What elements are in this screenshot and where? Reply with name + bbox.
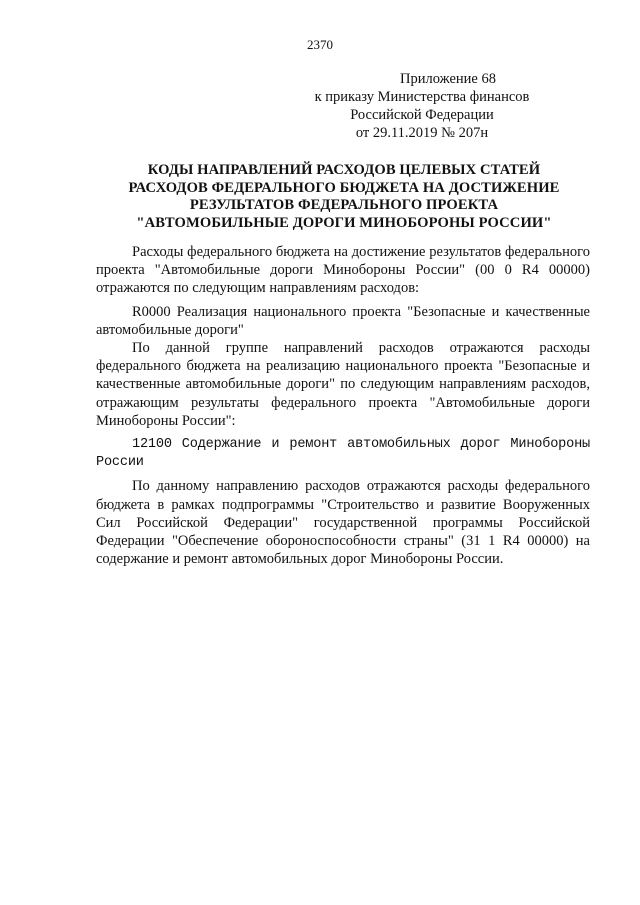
title-line-3: РЕЗУЛЬТАТОВ ФЕДЕРАЛЬНОГО ПРОЕКТА [189,197,499,213]
paragraph-code-r0000: R0000 Реализация национального проекта "Безопасные и качественные автомобильные дороги" [96,303,590,338]
document-title [96,162,592,232]
title-line-2: РАСХОДОВ ФЕДЕРАЛЬНОГО БЮДЖЕТА НА ДОСТИЖЕНИЕ [128,179,560,196]
page-number: 2370 [307,37,333,52]
title-line-1: КОДЫ НАПРАВЛЕНИЙ РАСХОДОВ ЦЕЛЕВЫХ СТАТЕЙ [147,162,541,178]
paragraph-group-description: По данной группе направлений расходов отражаются расходы федерального бюджета на реализацию национального проекта "Безопасные и качественные автомобильные дороги" по следующим направлениям расходов, отражающим результаты федерального проекта "Автомобильные дороги Минобороны России": [96,340,590,429]
document-body [96,243,590,568]
appendix-number: Приложение 68 [400,71,496,87]
paragraph-code-12100: 12100 Содержание и ремонт автомобильных дорог Минобороны России [96,437,590,471]
appendix-date: от 29.11.2019 № 207н [355,125,489,141]
paragraph-intro: Расходы федерального бюджета на достижение результатов федерального проекта "Автомобильные дороги Минобороны России" (00 0 R4 00000) отражаются по следующим направлениям расходов: [96,244,590,297]
paragraph-direction-description: По данному направлению расходов отражаются расходы федерального бюджета в рамках подпрограммы "Строительство и развитие Вооруженных Сил Российской Федерации" государственной программы Российской Федерации "Обеспечение обороноспособности страны" (31 1 R4 00000) на содержание и ремонт автомобильных дорог Минобороны России. [96,478,590,568]
title-line-4: "АВТОМОБИЛЬНЫЕ ДОРОГИ МИНОБОРОНЫ РОССИИ" [136,214,552,231]
appendix-country: Российской Федерации [350,107,494,123]
appendix-header [292,70,552,142]
appendix-order-ref: к приказу Министерства финансов [314,89,530,105]
